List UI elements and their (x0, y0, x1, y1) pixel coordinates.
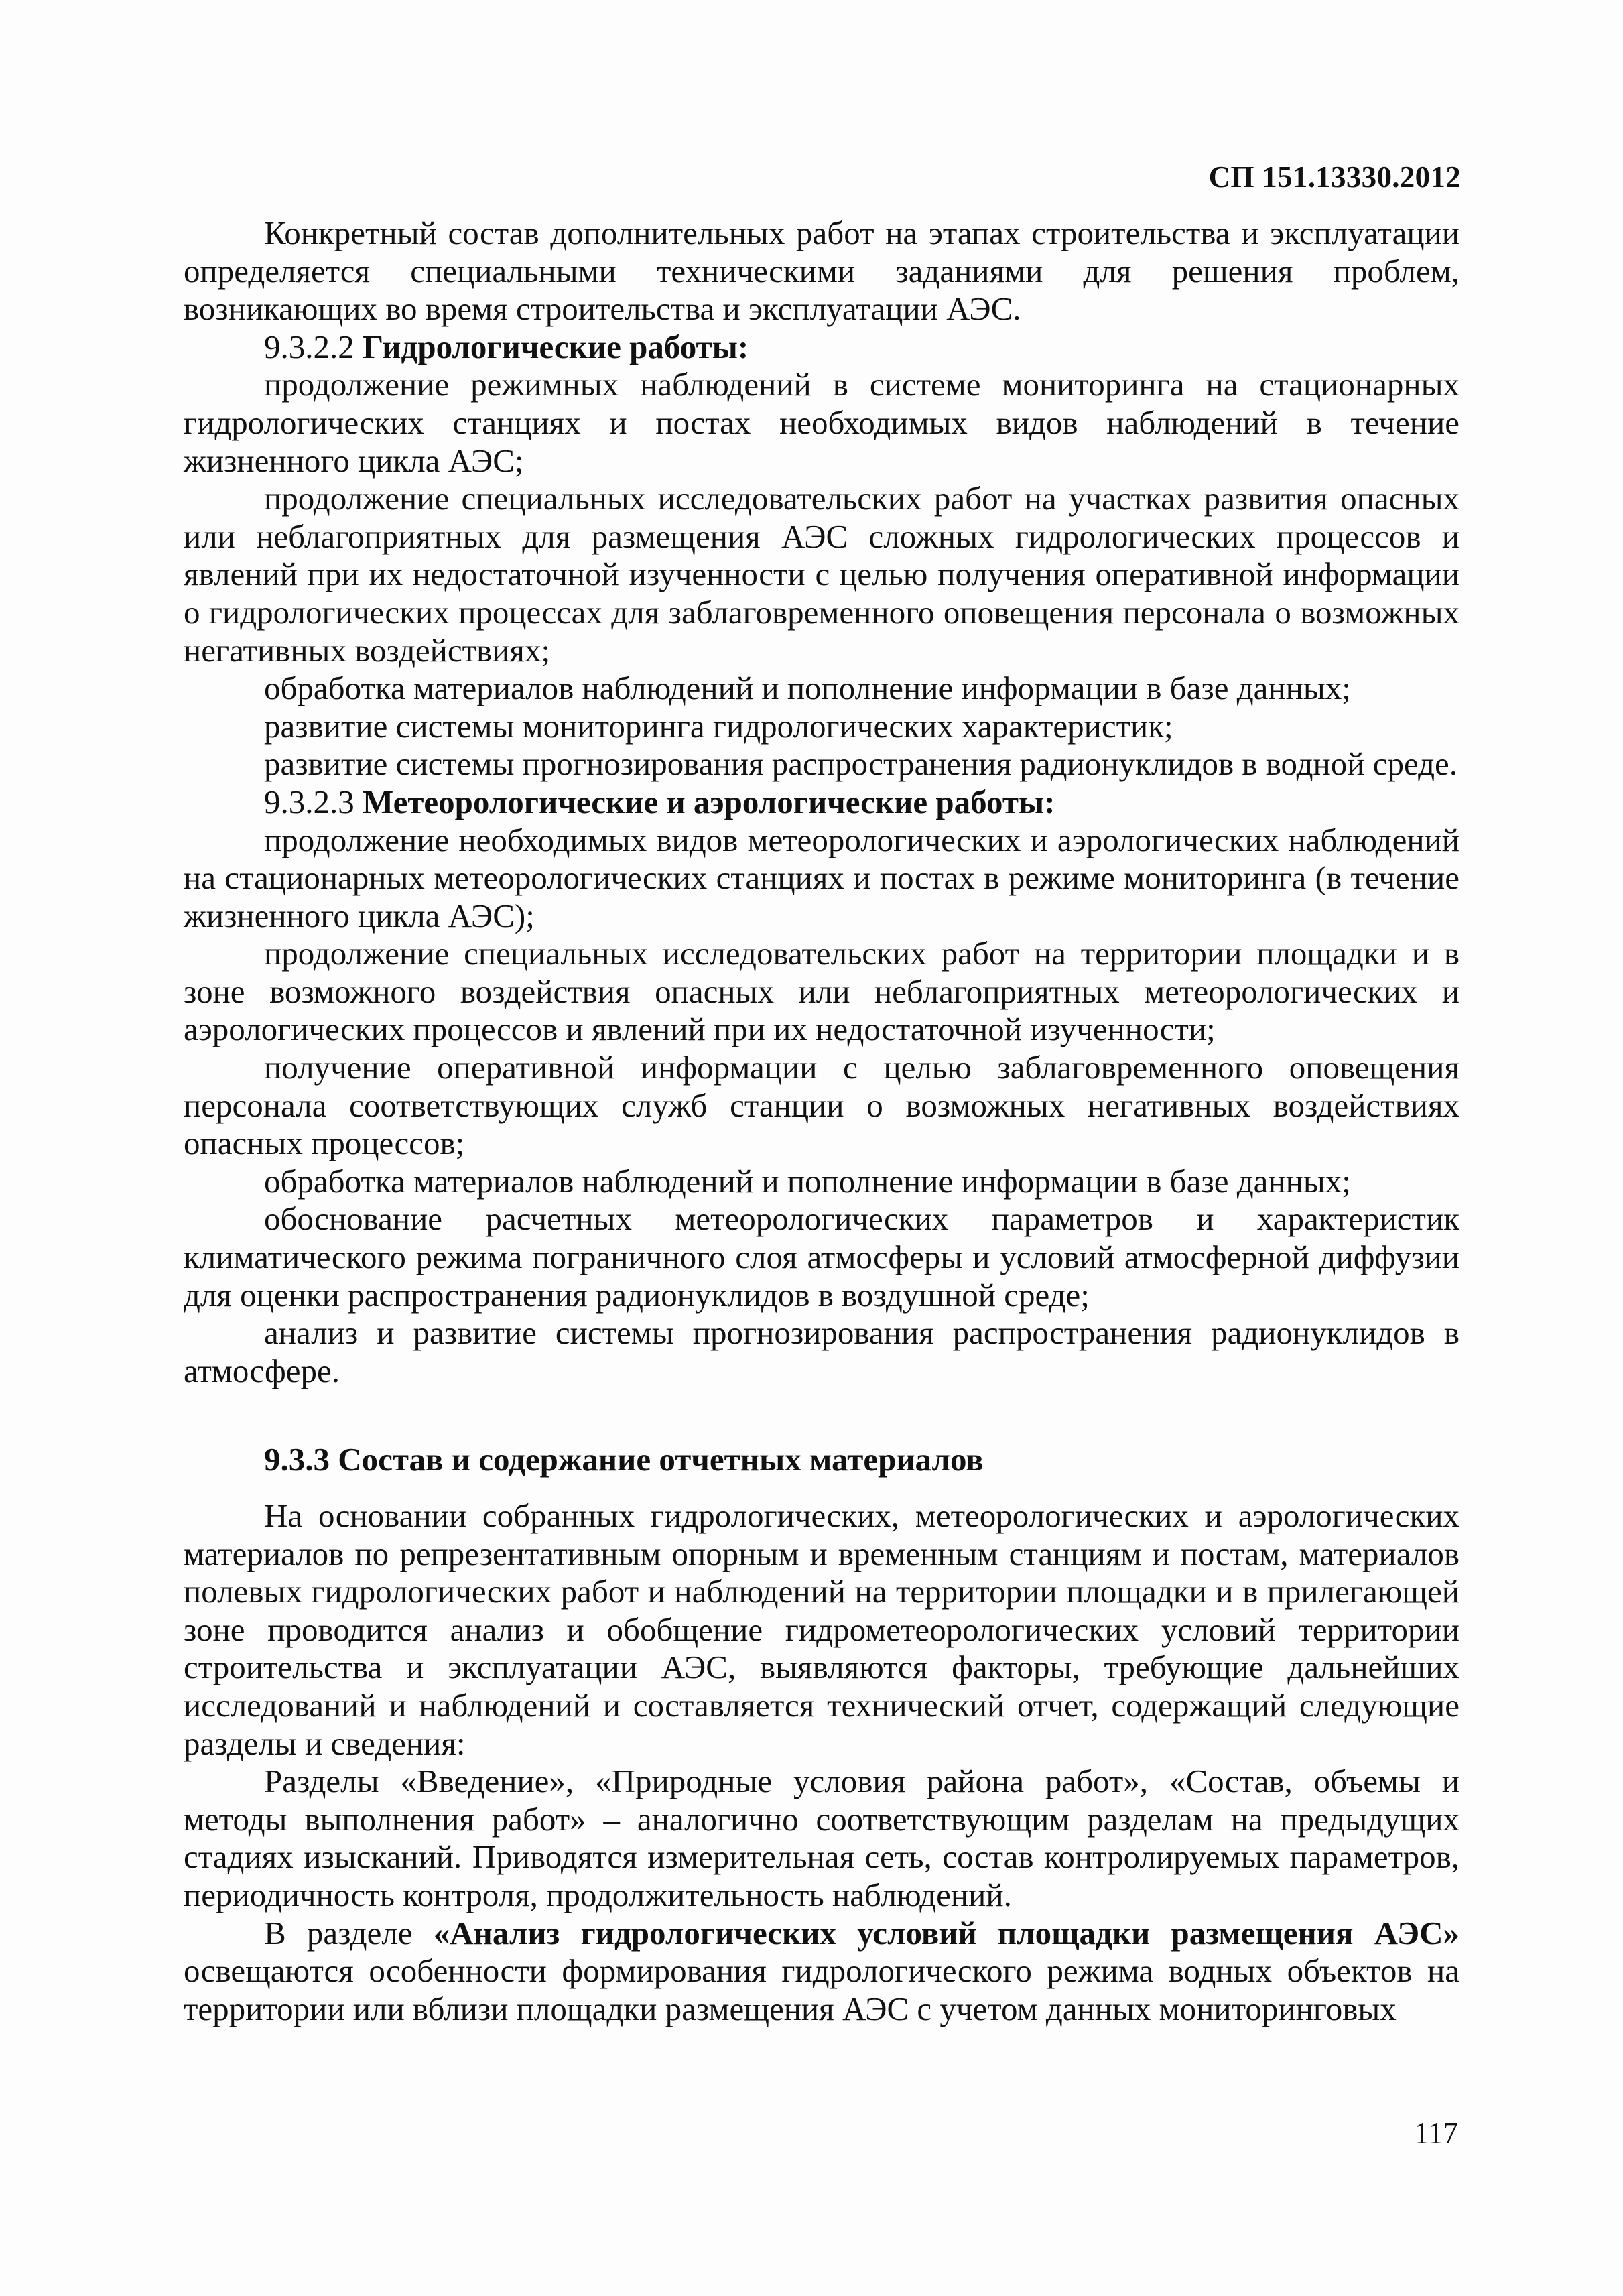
page-number: 117 (1414, 2116, 1458, 2150)
list-item-meteo-2: продолжение специальных исследовательских работ на территории площадки и в зоне возможного воздействия опасных или неблагоприятных метеорологических и аэрологических процессов и явлений при их недостаточной изученности; (184, 935, 1459, 1048)
paragraph-intro: Конкретный состав дополнительных работ на этапах строительства и эксплуатации определяется специальными техническими заданиями для решения проблем, возникающих во время строительства и эксплуатации АЭС. (184, 214, 1459, 328)
section-paragraph-3 (184, 1915, 1459, 2029)
list-item-hydro-1: продолжение режимных наблюдений в системе мониторинга на стационарных гидрологических станциях и постах необходимых видов наблюдений в течение жизненного цикла АЭС; (184, 366, 1459, 479)
section-9-3-3-heading: 9.3.3 Состав и содержание отчетных материалов (264, 1441, 984, 1478)
subsection-9-3-2-2-heading (184, 328, 1459, 367)
list-item-meteo-1: продолжение необходимых видов метеорологических и аэрологических наблюдений на стационарных метеорологических станциях и постах в режиме мониторинга (в течение жизненного цикла АЭС); (184, 821, 1459, 934)
document-code-header: СП 151.13330.2012 (1208, 160, 1461, 194)
list-item-meteo-5: обоснование расчетных метеорологических параметров и характеристик климатического режима пограничного слоя атмосферы и условий атмосферной диффузии для оценки распространения радионуклидов в воздушной среде; (184, 1200, 1459, 1314)
section-reference-bold: «Анализ гидрологических условий площадки размещения АЭС» (433, 1914, 1460, 1952)
list-item-hydro-3: обработка материалов наблюдений и пополнение информации в базе данных; (264, 669, 1351, 707)
paragraph-lead-text: В разделе (264, 1914, 413, 1952)
list-item-meteo-3: получение оперативной информации с целью заблаговременного оповещения персонала соответствующих служб станции о возможных негативных воздействиях опасных процессов; (184, 1049, 1459, 1162)
list-item-hydro-5: развитие системы прогнозирования распространения радионуклидов в водной среде. (264, 745, 1458, 783)
subsection-title: Метеорологические и аэрологические работы: (363, 783, 1055, 820)
section-paragraph-2: Разделы «Введение», «Природные условия района работ», «Состав, объемы и методы выполнения работ» – аналогично соответствующим разделам на предыдущих стадиях изысканий. Приводятся измерительная сеть, состав контролируемых параметров, периодичность контроля, продолжительность наблюдений. (184, 1763, 1459, 1913)
subsection-number: 9.3.2.3 (264, 783, 354, 820)
paragraph-continuation-text: освещаются особенности формирования гидрологического режима водных объектов на территории или вблизи площадки размещения АЭС с учетом данных мониторинговых (184, 1952, 1459, 2027)
subsection-number: 9.3.2.2 (264, 328, 354, 365)
subsection-title: Гидрологические работы: (363, 328, 749, 365)
list-item-meteo-4: обработка материалов наблюдений и пополнение информации в базе данных; (264, 1162, 1351, 1200)
section-paragraph-1: На основании собранных гидрологических, метеорологических и аэрологических материалов по репрезентативным опорным и временным станциям и постам, материалов полевых гидрологических работ и наблюдений на территории площадки и в прилегающей зоне проводится анализ и обобщение гидрометеорологических условий территории строительства и эксплуатации АЭС, выявляются факторы, требующие дальнейших исследований и наблюдений и составляется технический отчет, содержащий следующие разделы и сведения: (184, 1497, 1459, 1762)
list-item-hydro-4: развитие системы мониторинга гидрологических характеристик; (264, 707, 1173, 745)
list-item-hydro-2: продолжение специальных исследовательских работ на участках развития опасных или неблагоприятных для размещения АЭС сложных гидрологических процессов и явлений при их недостаточной изученности с целью получения оперативной информации о гидрологических процессах для заблаговременного оповещения персонала о возможных негативных воздействиях; (184, 480, 1459, 669)
document-body (184, 214, 1459, 2028)
list-item-meteo-6: анализ и развитие системы прогнозирования распространения радионуклидов в атмосфере. (184, 1314, 1459, 1389)
subsection-9-3-2-3-heading (184, 783, 1459, 822)
